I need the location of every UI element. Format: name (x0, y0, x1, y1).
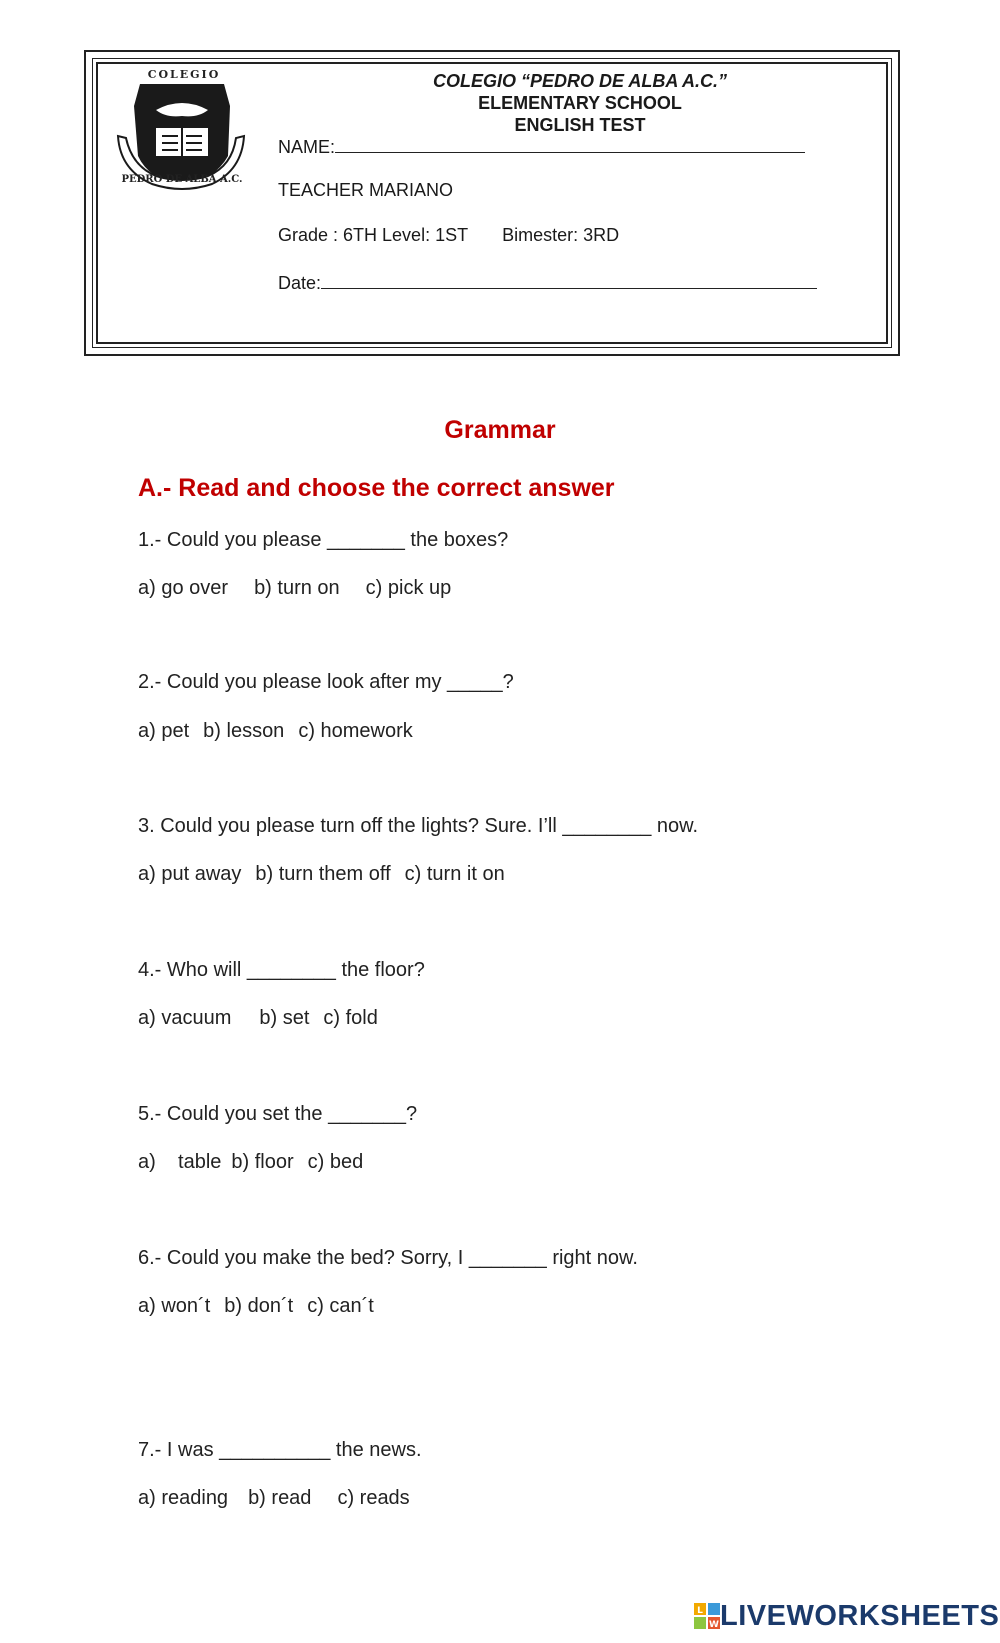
question-3: 3. Could you please turn off the lights? Sure. I’ll ________ now. (138, 815, 699, 837)
answers-4 (138, 1007, 404, 1030)
question-4: 4.- Who will ________ the floor? (138, 959, 425, 981)
answers-2 (138, 720, 439, 743)
school-level: ELEMENTARY SCHOOL (478, 93, 682, 113)
option[interactable]: a) pet (138, 720, 190, 742)
question-7: 7.- I was __________ the news. (138, 1439, 422, 1461)
crest-text-bottom: PEDRO DE ALBA A.C. (121, 174, 243, 185)
svg-text:L: L (697, 1606, 703, 1616)
option[interactable]: a) put away (138, 863, 242, 885)
date-line[interactable] (321, 270, 817, 289)
crest-text-top: COLEGIO (147, 68, 221, 81)
option[interactable]: a) go over (138, 577, 229, 599)
option[interactable]: a) reading (138, 1487, 229, 1509)
name-line[interactable] (335, 134, 805, 153)
date-field[interactable] (278, 270, 817, 294)
option[interactable]: a) vacuum (138, 1007, 232, 1029)
question-2: 2.- Could you please look after my _____? (138, 671, 514, 693)
section-subtitle: A.- Read and choose the correct answer (138, 474, 615, 502)
name-label: NAME: (278, 137, 336, 157)
test-name: ENGLISH TEST (514, 115, 646, 135)
answers-1 (138, 577, 477, 600)
liveworksheets-logo-icon (694, 1603, 720, 1629)
option[interactable]: c) reads (337, 1487, 410, 1509)
answers-7 (138, 1487, 436, 1510)
liveworksheets-brand: LIVEWORKSHEETS (720, 1599, 1000, 1632)
answers-6 (138, 1295, 400, 1318)
option[interactable]: c) can´t (307, 1295, 374, 1317)
name-field[interactable] (278, 134, 805, 158)
liveworksheets-watermark (694, 1598, 999, 1634)
option[interactable]: c) homework (298, 720, 413, 742)
teacher-label: TEACHER MARIANO (278, 180, 454, 200)
question-6: 6.- Could you make the bed? Sorry, I _______ right now. (138, 1247, 638, 1269)
option[interactable]: c) turn it on (404, 863, 505, 885)
section-title: Grammar (444, 416, 556, 444)
option[interactable]: a) table (138, 1151, 222, 1173)
svg-text:W: W (709, 1620, 719, 1629)
grade-level: Grade : 6TH Level: 1ST (278, 225, 469, 245)
school-name: COLEGIO “PEDRO DE ALBA A.C.” (432, 71, 727, 91)
bimester: Bimester: 3RD (502, 225, 620, 245)
option[interactable]: b) read (248, 1487, 312, 1509)
option[interactable]: a) won´t (138, 1295, 211, 1317)
school-crest-logo (112, 66, 250, 194)
answers-3 (138, 863, 531, 886)
question-1: 1.- Could you please _______ the boxes? (138, 529, 509, 551)
option[interactable]: b) set (259, 1007, 310, 1029)
question-5: 5.- Could you set the _______? (138, 1103, 418, 1125)
option[interactable]: c) bed (307, 1151, 364, 1173)
option[interactable]: b) floor (231, 1151, 294, 1173)
option[interactable]: c) pick up (365, 577, 452, 599)
option[interactable]: b) turn them off (255, 863, 391, 885)
answers-5 (138, 1151, 389, 1174)
option[interactable]: b) turn on (254, 577, 340, 599)
option[interactable]: b) lesson (203, 720, 285, 742)
grade-info (278, 225, 619, 246)
option[interactable]: c) fold (323, 1007, 378, 1029)
date-label: Date: (278, 273, 322, 293)
school-heading (380, 70, 780, 136)
option[interactable]: b) don´t (224, 1295, 294, 1317)
